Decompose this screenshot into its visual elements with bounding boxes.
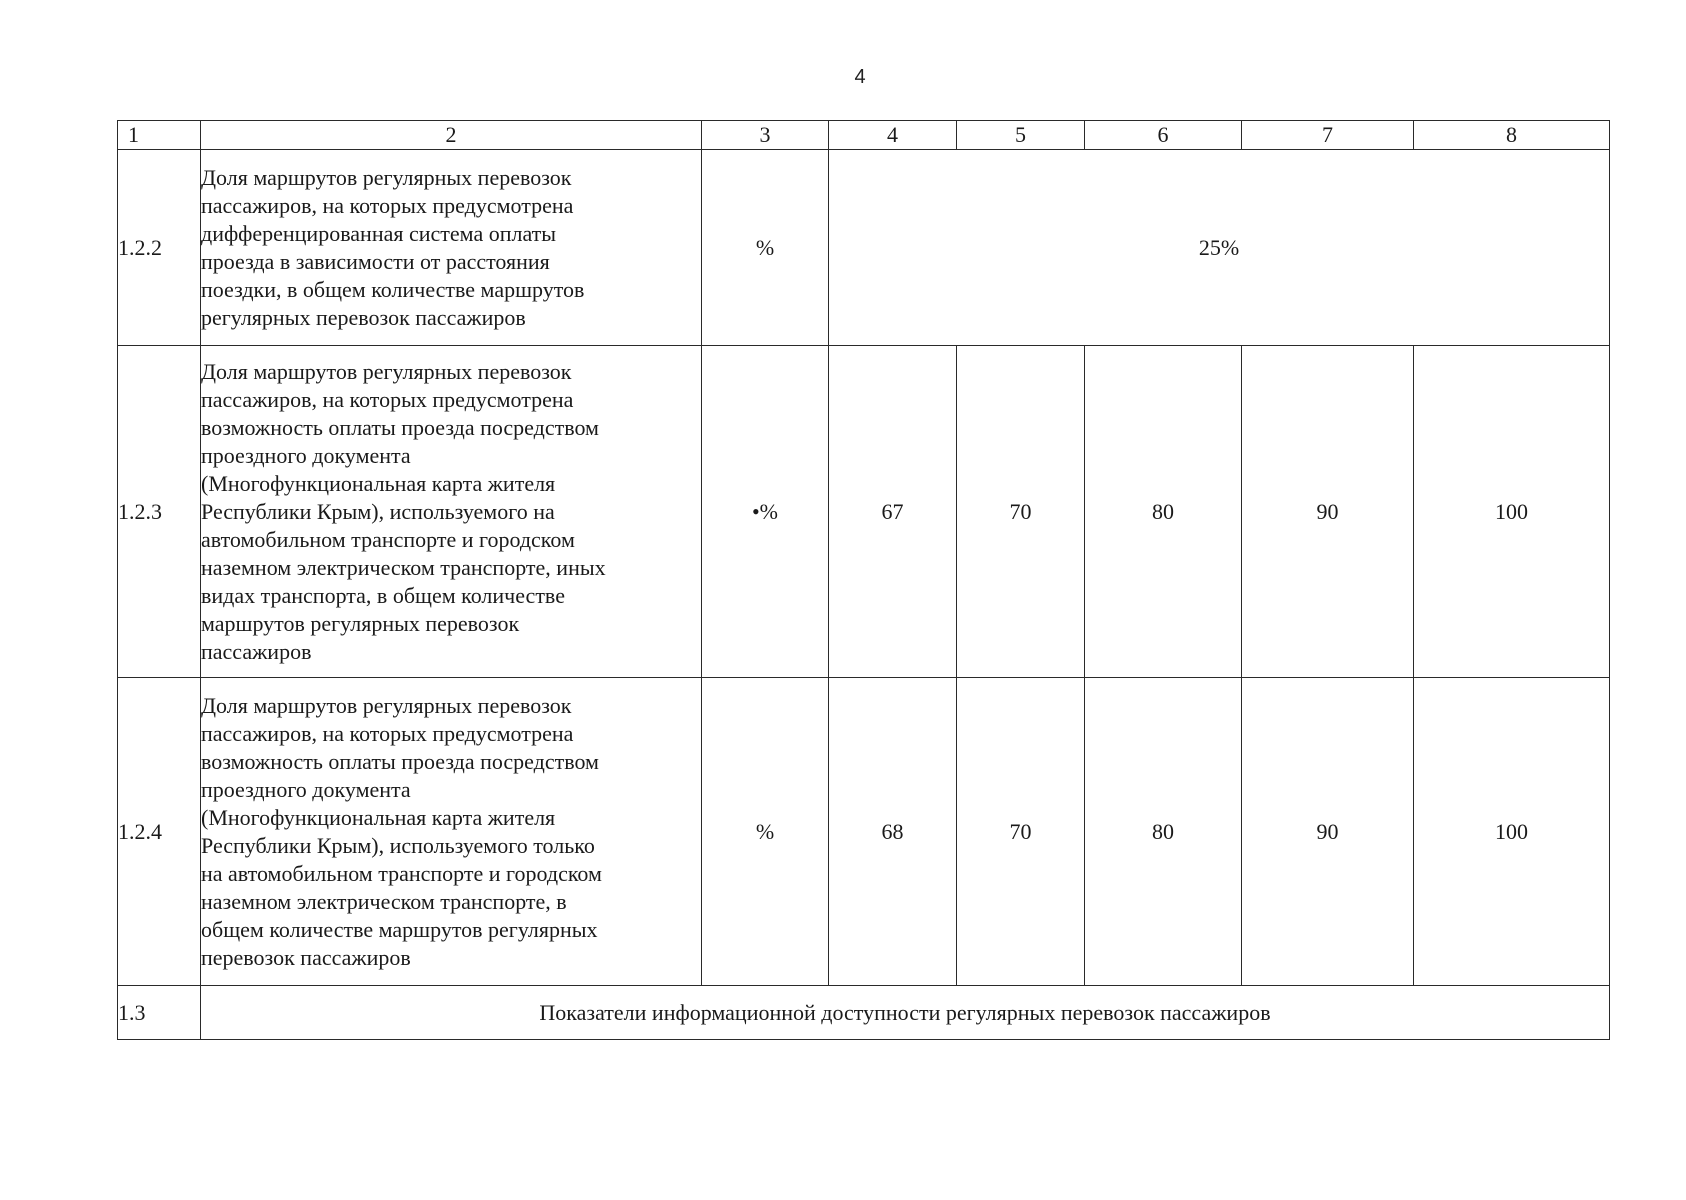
description-line: Республики Крым), используемого только: [201, 832, 595, 858]
section-row: [118, 986, 1610, 1040]
table-row: [118, 678, 1610, 986]
description-line: автомобильном транспорте и городском: [201, 526, 575, 552]
description-line: пассажиров, на которых предусмотрена: [201, 192, 574, 218]
description-line: пассажиров, на которых предусмотрена: [201, 386, 574, 412]
description-line: дифференцированная система оплаты: [201, 220, 557, 246]
value-cell-6: 80: [1085, 678, 1242, 986]
column-header-5: 5: [957, 121, 1085, 150]
value-cell-7: 90: [1242, 346, 1414, 678]
unit-cell: •%: [702, 346, 829, 678]
row-number: 1.2.3: [118, 346, 201, 678]
section-number: 1.3: [118, 986, 201, 1040]
row-description: [201, 678, 702, 986]
unit-cell: %: [702, 150, 829, 346]
value-cell-6: 80: [1085, 346, 1242, 678]
column-header-3: 3: [702, 121, 829, 150]
description-line: Доля маршрутов регулярных перевозок: [201, 358, 572, 384]
table-row: [118, 346, 1610, 678]
description-line: общем количестве маршрутов регулярных: [201, 916, 598, 942]
row-number: 1.2.4: [118, 678, 201, 986]
description-line: проездного документа: [201, 442, 411, 468]
description-line: пассажиров: [201, 638, 312, 664]
value-cell-8: 100: [1414, 346, 1610, 678]
value-cell-8: 100: [1414, 678, 1610, 986]
row-description: [201, 346, 702, 678]
column-header-4: 4: [829, 121, 957, 150]
description-line: маршрутов регулярных перевозок: [201, 610, 520, 636]
column-header-2: 2: [201, 121, 702, 150]
row-number: 1.2.2: [118, 150, 201, 346]
value-cell-4: 67: [829, 346, 957, 678]
description-line: возможность оплаты проезда посредством: [201, 748, 599, 774]
page-number: 4: [854, 66, 866, 88]
merged-value-cell: 25%: [829, 150, 1610, 346]
column-header-8: 8: [1414, 121, 1610, 150]
description-line: Доля маршрутов регулярных перевозок: [201, 164, 572, 190]
row-description: [201, 150, 702, 346]
column-header-6: 6: [1085, 121, 1242, 150]
description-line: на автомобильном транспорте и городском: [201, 860, 602, 886]
description-line: пассажиров, на которых предусмотрена: [201, 720, 574, 746]
column-number-row: [118, 121, 1610, 150]
section-title: Показатели информационной доступности регулярных перевозок пассажиров: [201, 986, 1610, 1040]
value-cell-7: 90: [1242, 678, 1414, 986]
description-line: поездки, в общем количестве маршрутов: [201, 276, 585, 302]
description-line: Доля маршрутов регулярных перевозок: [201, 692, 572, 718]
table-row: [118, 150, 1610, 346]
value-cell-5: 70: [957, 346, 1085, 678]
value-cell-5: 70: [957, 678, 1085, 986]
description-line: возможность оплаты проезда посредством: [201, 414, 599, 440]
value-cell-4: 68: [829, 678, 957, 986]
description-line: (Многофункциональная карта жителя: [201, 804, 556, 830]
indicators-table: [117, 120, 1610, 1040]
description-line: перевозок пассажиров: [201, 944, 411, 970]
description-line: видах транспорта, в общем количестве: [201, 582, 565, 608]
description-line: (Многофункциональная карта жителя: [201, 470, 556, 496]
column-header-1: 1: [118, 121, 201, 150]
description-line: проездного документа: [201, 776, 411, 802]
description-line: регулярных перевозок пассажиров: [201, 304, 526, 330]
description-line: проезда в зависимости от расстояния: [201, 248, 550, 274]
column-header-7: 7: [1242, 121, 1414, 150]
unit-cell: %: [702, 678, 829, 986]
description-line: наземном электрическом транспорте, иных: [201, 554, 606, 580]
description-line: Республики Крым), используемого на: [201, 498, 555, 524]
description-line: наземном электрическом транспорте, в: [201, 888, 567, 914]
